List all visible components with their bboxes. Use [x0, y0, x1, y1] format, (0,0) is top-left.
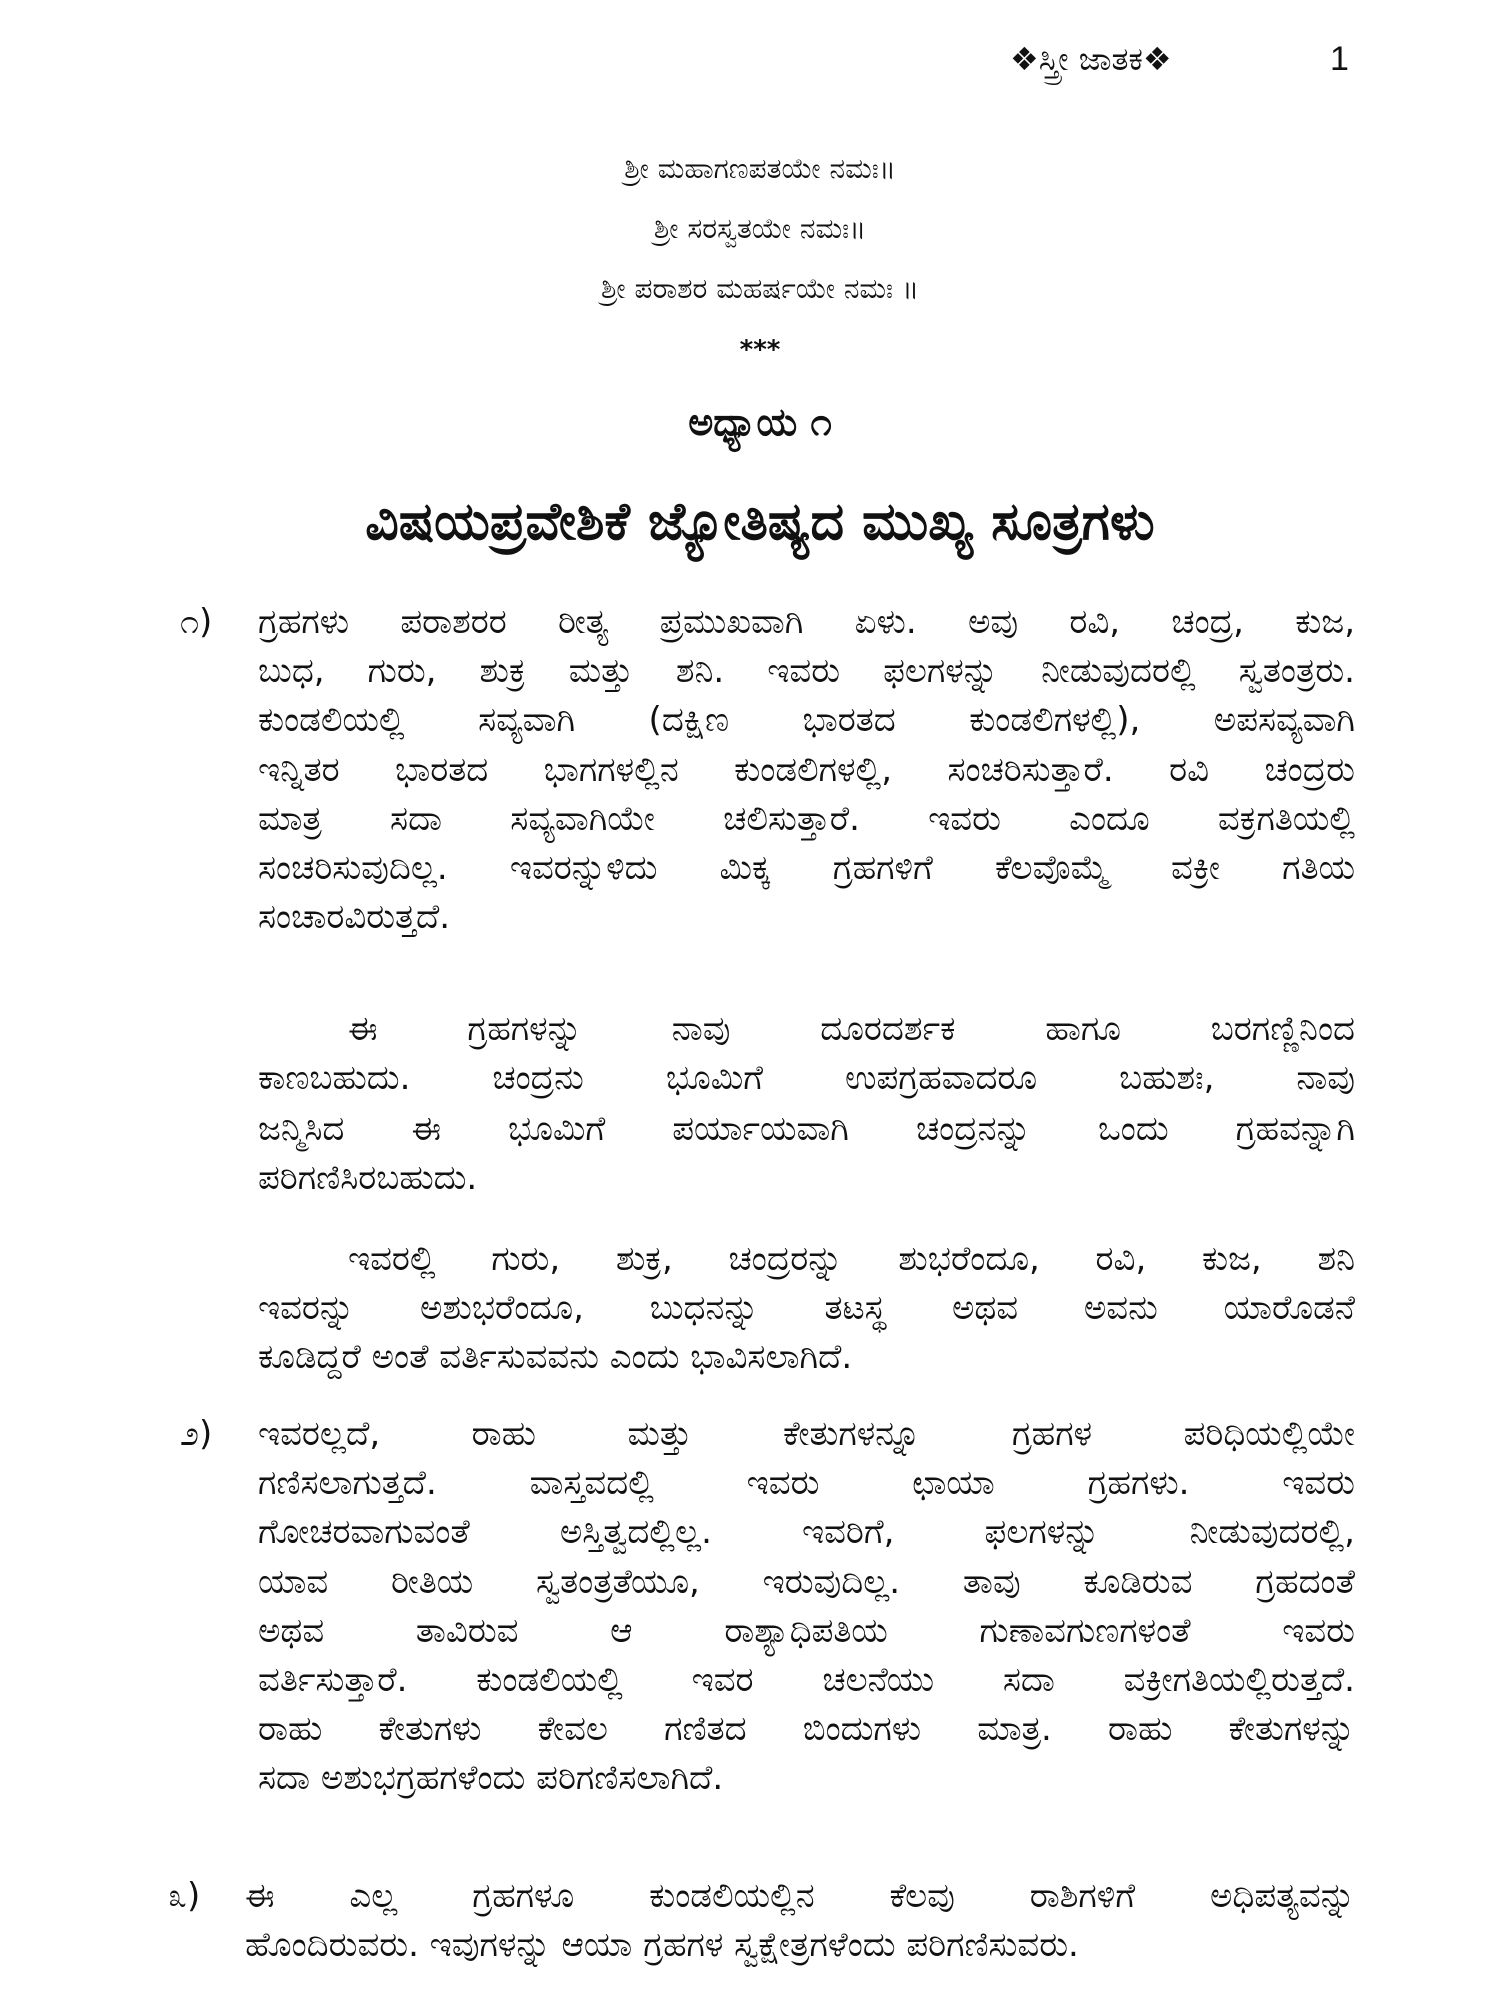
text-line: ಈ ಗ್ರಹಗಳನ್ನು ನಾವು ದೂರದರ್ಶಕ ಹಾಗೂ ಬರಗಣ್ಣಿನಿಂದ [348, 1009, 1355, 1049]
text-line: ಇವರಲ್ಲಿ ಗುರು, ಶುಕ್ರ, ಚಂದ್ರರನ್ನು ಶುಭರೆಂದೂ, ರವಿ, ಕುಜ, ಶನಿ [348, 1239, 1355, 1279]
section-number: ೧) [180, 602, 213, 642]
separator: *** [739, 335, 781, 365]
text-line: ಸದಾ ಅಶುಭಗ್ರಹಗಳೆಂದು ಪರಿಗಣಿಸಲಾಗಿದೆ. [258, 1758, 724, 1798]
text-line: ಸಂಚರಿಸುವುದಿಲ್ಲ. ಇವರನ್ನುಳಿದು ಮಿಕ್ಕ ಗ್ರಹಗಳಿಗೆ ಕೆಲವೊಮ್ಮೆ ವಕ್ರೀ ಗತಿಯ [258, 848, 1355, 888]
text-line: ಕೂಡಿದ್ದರೆ ಅಂತೆ ವರ್ತಿಸುವವನು ಎಂದು ಭಾವಿಸಲಾಗಿದೆ. [258, 1337, 853, 1377]
running-title: ❖ಸ್ತ್ರೀ ಜಾತಕ❖ [1010, 40, 1172, 78]
text-line: ಗ್ರಹಗಳು ಪರಾಶರರ ರೀತ್ಯ ಪ್ರಮುಖವಾಗಿ ಏಳು. ಅವು ರವಿ, ಚಂದ್ರ, ಕುಜ, [258, 602, 1355, 642]
text-line: ಅಥವ ತಾವಿರುವ ಆ ರಾಶ್ಯಾಧಿಪತಿಯ ಗುಣಾವಗುಣಗಳಂತೆ ಇವರು [258, 1611, 1355, 1651]
text-line: ಸಂಚಾರವಿರುತ್ತದೆ. [258, 897, 451, 937]
text-line: ಹೊಂದಿರುವರು. ಇವುಗಳನ್ನು ಆಯಾ ಗ್ರಹಗಳ ಸ್ವಕ್ಷೇತ್ರಗಳೆಂದು ಪರಿಗಣಿಸುವರು. [245, 1925, 1079, 1965]
text-line: ಜನ್ಮಿಸಿದ ಈ ಭೂಮಿಗೆ ಪರ್ಯಾಯವಾಗಿ ಚಂದ್ರನನ್ನು ಒಂದು ಗ್ರಹವನ್ನಾಗಿ [258, 1109, 1355, 1149]
text-line: ಕಾಣಬಹುದು. ಚಂದ್ರನು ಭೂಮಿಗೆ ಉಪಗ್ರಹವಾದರೂ ಬಹುಶಃ, ನಾವು [258, 1058, 1355, 1098]
text-line: ಇನ್ನಿತರ ಭಾರತದ ಭಾಗಗಳಲ್ಲಿನ ಕುಂಡಲಿಗಳಲ್ಲಿ, ಸಂಚರಿಸುತ್ತಾರೆ. ರವಿ ಚಂದ್ರರು [258, 750, 1355, 790]
invocation-line: ಶ್ರೀ ಪರಾಶರ ಮಹರ್ಷಯೇ ನಮಃ ॥ [600, 272, 920, 305]
text-line: ಪರಿಗಣಿಸಿರಬಹುದು. [258, 1158, 478, 1198]
section-number: ೨) [180, 1414, 213, 1454]
invocation-line: ಶ್ರೀ ಸರಸ್ವತಯೇ ನಮಃ॥ [653, 212, 867, 245]
page-title: ವಿಷಯಪ್ರವೇಶಿಕೆ ಜ್ಯೋತಿಷ್ಯದ ಮುಖ್ಯ ಸೂತ್ರಗಳು [365, 492, 1155, 552]
chapter-heading: ಅಧ್ಯಾಯ ೧ [688, 400, 832, 444]
invocation-line: ಶ್ರೀ ಮಹಾಗಣಪತಯೇ ನಮಃ॥ [624, 152, 896, 185]
text-line: ರಾಹು ಕೇತುಗಳು ಕೇವಲ ಗಣಿತದ ಬಿಂದುಗಳು ಮಾತ್ರ. ರಾಹು ಕೇತುಗಳನ್ನು [258, 1709, 1355, 1749]
text-line: ಬುಧ, ಗುರು, ಶುಕ್ರ ಮತ್ತು ಶನಿ. ಇವರು ಫಲಗಳನ್ನು ನೀಡುವುದರಲ್ಲಿ ಸ್ವತಂತ್ರರು. [258, 651, 1355, 691]
text-line: ಇವರನ್ನು ಅಶುಭರೆಂದೂ, ಬುಧನನ್ನು ತಟಸ್ಥ ಅಥವ ಅವನು ಯಾರೊಡನೆ [258, 1288, 1355, 1328]
text-line: ಯಾವ ರೀತಿಯ ಸ್ವತಂತ್ರತೆಯೂ, ಇರುವುದಿಲ್ಲ. ತಾವು ಕೂಡಿರುವ ಗ್ರಹದಂತೆ [258, 1562, 1355, 1602]
text-line: ಕುಂಡಲಿಯಲ್ಲಿ ಸವ್ಯವಾಗಿ (ದಕ್ಷಿಣ ಭಾರತದ ಕುಂಡಲಿಗಳಲ್ಲಿ), ಅಪಸವ್ಯವಾಗಿ [258, 700, 1355, 740]
text-line: ಗೋಚರವಾಗುವಂತೆ ಅಸ್ತಿತ್ವದಲ್ಲಿಲ್ಲ. ಇವರಿಗೆ, ಫಲಗಳನ್ನು ನೀಡುವುದರಲ್ಲಿ, [258, 1512, 1355, 1552]
text-line: ಇವರಲ್ಲದೆ, ರಾಹು ಮತ್ತು ಕೇತುಗಳನ್ನೂ ಗ್ರಹಗಳ ಪರಿಧಿಯಲ್ಲಿಯೇ [258, 1414, 1355, 1454]
text-line: ವರ್ತಿಸುತ್ತಾರೆ. ಕುಂಡಲಿಯಲ್ಲಿ ಇವರ ಚಲನೆಯು ಸದಾ ವಕ್ರೀಗತಿಯಲ್ಲಿರುತ್ತದೆ. [258, 1660, 1355, 1700]
text-line: ಮಾತ್ರ ಸದಾ ಸವ್ಯವಾಗಿಯೇ ಚಲಿಸುತ್ತಾರೆ. ಇವರು ಎಂದೂ ವಕ್ರಗತಿಯಲ್ಲಿ [258, 799, 1355, 839]
text-line: ಈ ಎಲ್ಲ ಗ್ರಹಗಳೂ ಕುಂಡಲಿಯಲ್ಲಿನ ಕೆಲವು ರಾಶಿಗಳಿಗೆ ಅಧಿಪತ್ಯವನ್ನು [245, 1876, 1355, 1916]
text-line: ಗಣಿಸಲಾಗುತ್ತದೆ. ವಾಸ್ತವದಲ್ಲಿ ಇವರು ಛಾಯಾ ಗ್ರಹಗಳು. ಇವರು [258, 1463, 1355, 1503]
page-number: 1 [1330, 40, 1349, 78]
section-number: ೩) [168, 1876, 201, 1916]
